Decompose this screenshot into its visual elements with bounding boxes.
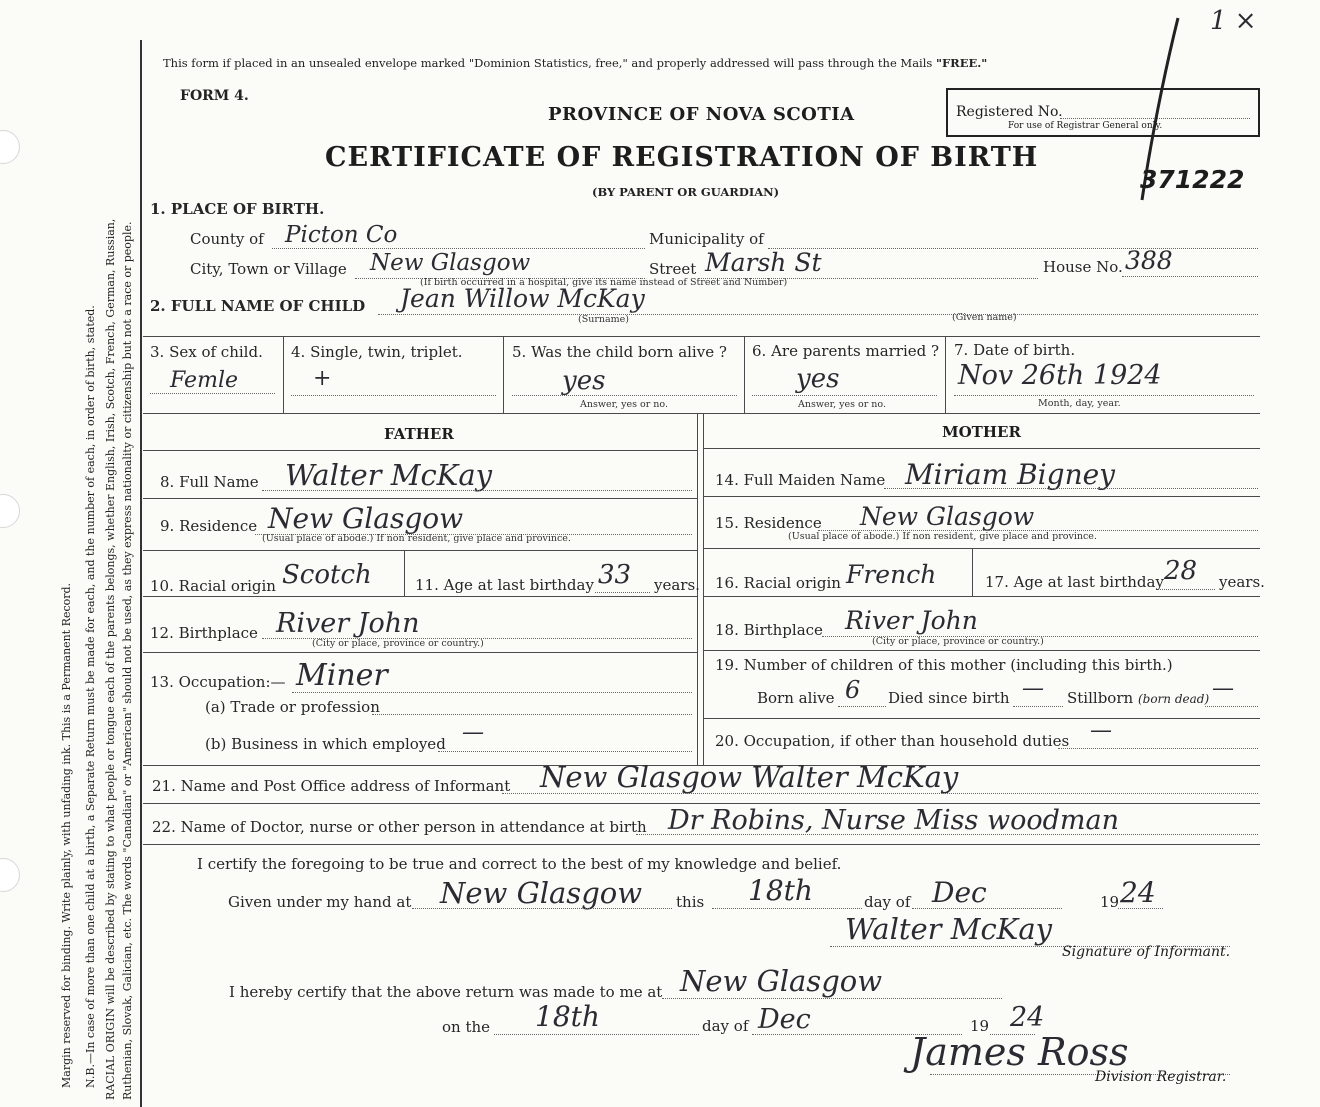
mother-birthplace-value: River John (845, 606, 978, 635)
surname-note: (Surname) (578, 314, 629, 325)
mother-row-rule-2 (703, 548, 1260, 549)
form-number: FORM 4. (180, 88, 249, 104)
mother-racial-divider (972, 548, 973, 596)
mother-racial-value: French (846, 560, 937, 589)
dob-value: Nov 26th 1924 (958, 360, 1162, 391)
given-place-value: New Glasgow (440, 876, 643, 910)
mother-age-unit: years. (1219, 573, 1265, 591)
corner-mark: 1 × (1210, 6, 1257, 36)
married-line (752, 395, 937, 396)
married-value: yes (796, 364, 840, 394)
place-of-birth-label: 1. PLACE OF BIRTH. (150, 200, 325, 218)
certify-text: I certify the foregoing to be true and correct to the best of my knowledge and belief. (197, 855, 842, 873)
informant-value: New Glasgow Walter McKay (540, 760, 959, 794)
father-occupation-line (292, 692, 692, 693)
mother-row-rule-3 (703, 596, 1260, 597)
registrar-certify-text: I hereby certify that the above return was made to me at (229, 983, 663, 1001)
house-line (1122, 276, 1258, 277)
mother-age-line (1160, 589, 1215, 590)
given-name-note: (Given name) (952, 312, 1017, 323)
stillborn-word: Stillborn (1067, 689, 1134, 707)
sex-label: 3. Sex of child. (150, 343, 263, 361)
county-label: County of (190, 230, 264, 248)
father-trade-label: (a) Trade or profession (205, 698, 380, 716)
municipality-label: Municipality of (649, 230, 764, 248)
child-name-line (378, 314, 1258, 315)
margin-note-3: RACIAL ORIGIN will be described by stating to what people or tongue each of the parents belongs, whether English, Irish, Scotch, French, German, Russian, (104, 218, 117, 1100)
died-line (1013, 706, 1063, 707)
doctor-top-rule (143, 803, 1260, 804)
stamp-number: 371222 (1140, 165, 1245, 194)
registrar-place-value: New Glasgow (680, 964, 883, 998)
county-value: Picton Co (285, 222, 398, 248)
mother-name-label: 14. Full Maiden Name (715, 471, 886, 489)
given-month-line (912, 908, 1062, 909)
father-age-label: 11. Age at last birthday (415, 576, 594, 594)
mother-age-value: 28 (1164, 556, 1198, 586)
registrar-month-value: Dec (758, 1004, 811, 1035)
plurality-value: + (313, 366, 332, 391)
alive-note: Answer, yes or no. (580, 399, 669, 410)
father-name-label: 8. Full Name (160, 473, 259, 491)
informant-label: 21. Name and Post Office address of Informant (152, 777, 511, 795)
mail-notice: This form if placed in an unsealed envelope marked "Dominion Statistics, free," and properly addressed will pass through the Mails "FREE." (163, 56, 988, 70)
father-racial-label: 10. Racial origin (150, 577, 276, 595)
given-day-line (712, 908, 862, 909)
municipality-line (768, 248, 1258, 249)
sex-line (150, 393, 275, 394)
binding-hole-bottom (0, 858, 20, 892)
alive-line (512, 395, 737, 396)
margin-note-1: Margin reserved for binding. Write plainly, with unfading ink. This is a Permanent Record. (60, 582, 73, 1088)
stillborn-line (1205, 706, 1258, 707)
mother-residence-value: New Glasgow (860, 502, 1035, 531)
registrar-place-line (662, 998, 1002, 999)
married-note: Answer, yes or no. (798, 399, 887, 410)
registered-number-box (946, 88, 1260, 137)
mother-name-value: Miriam Bigney (905, 458, 1115, 491)
mother-birthplace-note: (City or place, province or country.) (872, 636, 1044, 647)
child-name-value: Jean Willow McKay (400, 284, 645, 313)
doctor-label: 22. Name of Doctor, nurse or other person in attendance at birth (152, 818, 647, 836)
given-day-of-label: day of (864, 893, 911, 911)
doctor-line (636, 834, 1258, 835)
father-row-rule-1 (143, 498, 697, 499)
mother-racial-label: 16. Racial origin (715, 574, 841, 592)
mother-occupation-value: — (1090, 718, 1112, 743)
registrar-year-prefix: 19 (970, 1017, 990, 1035)
street-note: (If birth occurred in a hospital, give its name instead of Street and Number) (420, 277, 788, 288)
died-value: — (1022, 676, 1044, 701)
row3-bottom-border (143, 413, 1260, 414)
born-alive-line (838, 706, 886, 707)
mother-residence-note: (Usual place of abode.) If non resident, give place and province. (788, 531, 1097, 542)
plurality-line (291, 395, 496, 396)
dob-label: 7. Date of birth. (954, 341, 1076, 359)
mother-row-rule-5 (703, 718, 1260, 719)
row3-divider-4 (945, 336, 946, 413)
informant-line (502, 793, 1258, 794)
father-name-value: Walter McKay (285, 458, 493, 492)
stillborn-note: (born dead) (1137, 692, 1210, 706)
dob-note: Month, day, year. (1038, 398, 1121, 409)
row3-divider-3 (744, 336, 745, 413)
city-label: City, Town or Village (190, 260, 347, 278)
born-alive-label: Born alive (757, 689, 835, 707)
margin-border (140, 40, 142, 1107)
registrar-day-line (494, 1034, 699, 1035)
stillborn-label (1067, 689, 1209, 707)
father-birthplace-note: (City or place, province or country.) (312, 638, 484, 649)
registrar-on-the-label: on the (442, 1018, 491, 1036)
father-occupation-label: 13. Occupation:— (150, 673, 286, 691)
father-residence-value: New Glasgow (268, 502, 464, 535)
binding-hole-top (0, 130, 20, 164)
margin-note-4: Ruthenian, Slovak, Galician, etc. The words "Canadian" or "American" should not be used, as they express nationality or citizenship but not a race or people. (121, 221, 134, 1100)
father-business-value: — (462, 720, 484, 745)
father-birthplace-value: River John (276, 608, 420, 639)
center-divider-inner (703, 413, 704, 765)
father-row-rule-3 (143, 596, 697, 597)
father-heading-rule (143, 450, 697, 451)
division-registrar-label: Division Registrar. (1095, 1069, 1227, 1085)
mother-row-rule-1 (703, 496, 1260, 497)
row3-top-border (143, 336, 1260, 337)
father-trade-line (372, 714, 692, 715)
child-name-label: 2. FULL NAME OF CHILD (150, 297, 366, 315)
registrar-day-value: 18th (535, 1000, 600, 1033)
father-heading: FATHER (384, 425, 454, 443)
father-racial-divider (404, 550, 405, 596)
given-day-value: 18th (748, 874, 813, 907)
father-residence-note: (Usual place of abode.) If non resident, give place and province. (262, 533, 571, 544)
registrar-use-note: For use of Registrar General only. (1008, 121, 1163, 131)
mother-occupation-line (1058, 748, 1258, 749)
signature-of-informant-label: Signature of Informant. (1062, 944, 1231, 960)
father-birthplace-label: 12. Birthplace (150, 624, 258, 642)
registrar-day-of-label: day of (702, 1017, 749, 1035)
given-month-value: Dec (932, 876, 987, 909)
father-row-rule-4 (143, 652, 697, 653)
row3-divider-2 (503, 336, 504, 413)
father-racial-value: Scotch (282, 560, 372, 590)
plurality-label: 4. Single, twin, triplet. (291, 343, 463, 361)
given-year-value: 24 (1120, 876, 1156, 909)
father-residence-label: 9. Residence (160, 517, 258, 535)
mother-children-label: 19. Number of children of this mother (including this birth.) (715, 656, 1173, 674)
mother-residence-label: 15. Residence (715, 514, 822, 532)
married-label: 6. Are parents married ? (752, 342, 940, 360)
mother-heading-rule (703, 448, 1260, 449)
born-alive-value: 6 (845, 676, 861, 704)
father-row-rule-2 (143, 550, 697, 551)
county-line (272, 248, 645, 249)
alive-label: 5. Was the child born alive ? (512, 343, 727, 361)
dob-line (954, 395, 1254, 396)
stillborn-value: — (1212, 676, 1234, 701)
street-value: Marsh St (705, 248, 822, 277)
province-heading: PROVINCE OF NOVA SCOTIA (548, 104, 855, 125)
father-occupation-value: Miner (296, 658, 388, 693)
mother-age-label: 17. Age at last birthday (985, 573, 1164, 591)
house-label: House No. (1043, 258, 1123, 276)
given-label: Given under my hand at (228, 893, 412, 911)
doctor-value: Dr Robins, Nurse Miss woodman (668, 805, 1119, 836)
mother-occupation-label: 20. Occupation, if other than household duties (715, 732, 1070, 750)
house-value: 388 (1125, 246, 1173, 275)
registered-number-label: Registered No. (956, 104, 1063, 120)
street-label: Street (649, 260, 697, 278)
mother-birthplace-label: 18. Birthplace (715, 621, 823, 639)
informant-signature: Walter McKay (845, 912, 1053, 946)
margin-note-2: N.B.—In case of more than one child at a birth, a Separate Return must be made for each, and the number of each, in order of birth, stated. (84, 305, 97, 1088)
mother-heading: MOTHER (942, 423, 1021, 441)
city-value: New Glasgow (370, 250, 531, 276)
given-this-label: this (676, 893, 705, 911)
father-name-line (262, 490, 692, 491)
mother-name-line (884, 488, 1258, 489)
sex-value: Femle (170, 368, 238, 393)
given-year-line (1118, 908, 1163, 909)
registrar-signature: James Ross (910, 1030, 1129, 1074)
row3-divider-1 (283, 336, 284, 413)
registrar-year-value: 24 (1010, 1002, 1045, 1033)
mother-row-rule-4 (703, 650, 1260, 651)
certificate-title: CERTIFICATE OF REGISTRATION OF BIRTH (325, 142, 1039, 173)
father-age-unit: years. (654, 576, 700, 594)
binding-hole-middle (0, 494, 20, 528)
father-business-line (438, 751, 692, 752)
father-age-line (595, 592, 650, 593)
given-year-prefix: 19 (1100, 893, 1120, 911)
father-business-label: (b) Business in which employed (205, 735, 446, 753)
alive-value: yes (562, 366, 606, 396)
certification-top-rule (143, 844, 1260, 845)
given-place-line (412, 908, 672, 909)
died-label: Died since birth (888, 689, 1010, 707)
father-age-value: 33 (598, 560, 632, 590)
certificate-subtitle: (BY PARENT OR GUARDIAN) (592, 185, 780, 199)
